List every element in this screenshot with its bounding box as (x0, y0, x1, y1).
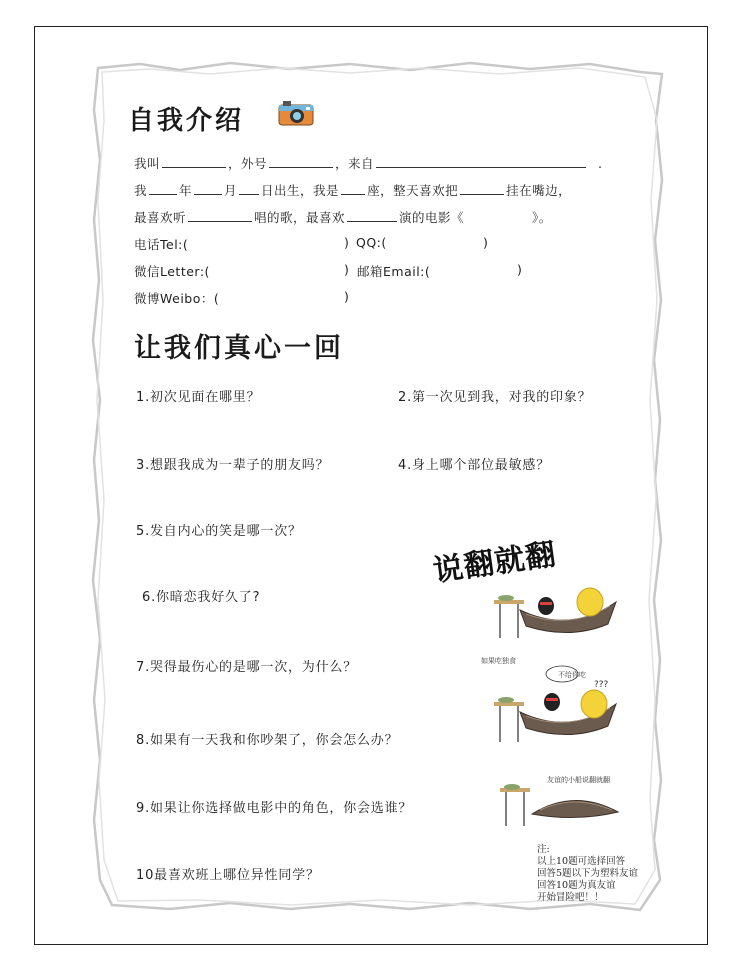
section2-title: 让我们真心一回 (134, 333, 344, 364)
label-movie: 演的电影《 (399, 210, 465, 225)
label-day-born: 日出生，我是 (261, 183, 340, 198)
label-fav-actor: 唱的歌，最喜欢 (254, 210, 346, 225)
singer-blank[interactable] (188, 209, 252, 222)
question-10: 10最喜欢班上哪位异性同学？ (136, 868, 320, 883)
tel-label: 电话Tel:( (134, 237, 189, 252)
intro-line-1 (134, 154, 603, 172)
qq-close: ) (483, 235, 489, 250)
email-close: ) (517, 262, 523, 277)
label-movie-close: 》。 (532, 210, 552, 225)
comic-bubble: 不给你吃 (558, 671, 586, 679)
label-fav-listen: 最喜欢听 (134, 210, 187, 225)
year-blank[interactable] (149, 182, 177, 195)
question-1: 1.初次见面在哪里？ (136, 390, 261, 405)
intro-title: 自我介绍 (128, 106, 245, 136)
wechat-close: ) (344, 262, 350, 277)
comic-question-marks: ??? (594, 680, 609, 690)
comic-caption-1: 如果吃独食 (481, 657, 516, 665)
note-block (537, 844, 638, 904)
month-blank[interactable] (194, 182, 222, 195)
question-2: 2.第一次见到我，对我的印象？ (398, 390, 592, 405)
question-6: 6.你暗恋我好久了? (142, 590, 261, 605)
email-label: 邮箱Email:( (357, 264, 431, 279)
question-5: 5.发自内心的笑是哪一次？ (136, 524, 302, 539)
actor-blank[interactable] (347, 209, 397, 222)
weibo-close: ) (344, 289, 350, 304)
wechat-label: 微信Letter:( (134, 264, 210, 279)
period: . (598, 156, 603, 171)
promo-title: 说翻就翻 (430, 537, 559, 590)
intro-line-2 (134, 181, 571, 199)
note-line-4: 开始冒险吧！！ (537, 892, 604, 903)
question-7: 7.哭得最伤心的是哪一次，为什么？ (136, 660, 358, 675)
question-3: 3.想跟我成为一辈子的朋友吗？ (136, 458, 330, 473)
day-blank[interactable] (239, 182, 259, 195)
note-line-3: 回答10题为真友谊 (537, 880, 616, 891)
label-mouth: 挂在嘴边， (506, 183, 572, 198)
comic-caption-3: 友谊的小船说翻就翻 (547, 776, 610, 784)
zodiac-blank[interactable] (341, 182, 365, 195)
camera-icon (278, 99, 314, 127)
nickname-blank[interactable] (269, 155, 333, 168)
label-i: 我 (134, 183, 148, 198)
comic-panel-3 (496, 782, 626, 832)
intro-line-3 (134, 208, 552, 226)
from-blank[interactable] (376, 155, 586, 168)
comic-panel-1 (490, 584, 620, 644)
question-9: 9.如果让你选择做电影中的角色，你会选谁？ (136, 801, 413, 816)
question-4: 4.身上哪个部位最敏感？ (398, 458, 551, 473)
label-zodiac-phrase: 座，整天喜欢把 (367, 183, 459, 198)
label-month: 月 (224, 183, 238, 198)
qq-label: QQ:( (356, 235, 387, 250)
question-8: 8.如果有一天我和你吵架了，你会怎么办？ (136, 733, 399, 748)
note-label: 注: (537, 844, 550, 855)
label-nickname: ，外号 (228, 156, 268, 171)
phrase-blank[interactable] (460, 182, 504, 195)
note-line-2: 回答5题以下为塑料友谊 (537, 868, 639, 879)
weibo-label: 微博Weibo：( (134, 291, 220, 306)
note-line-1: 以上10题可选择回答 (537, 856, 626, 867)
label-year: 年 (179, 183, 193, 198)
label-name: 我叫 (134, 156, 161, 171)
label-from: ，来自 (335, 156, 375, 171)
tel-close: ) (344, 235, 350, 250)
comic-panel-2 (490, 662, 620, 748)
name-blank[interactable] (162, 155, 226, 168)
